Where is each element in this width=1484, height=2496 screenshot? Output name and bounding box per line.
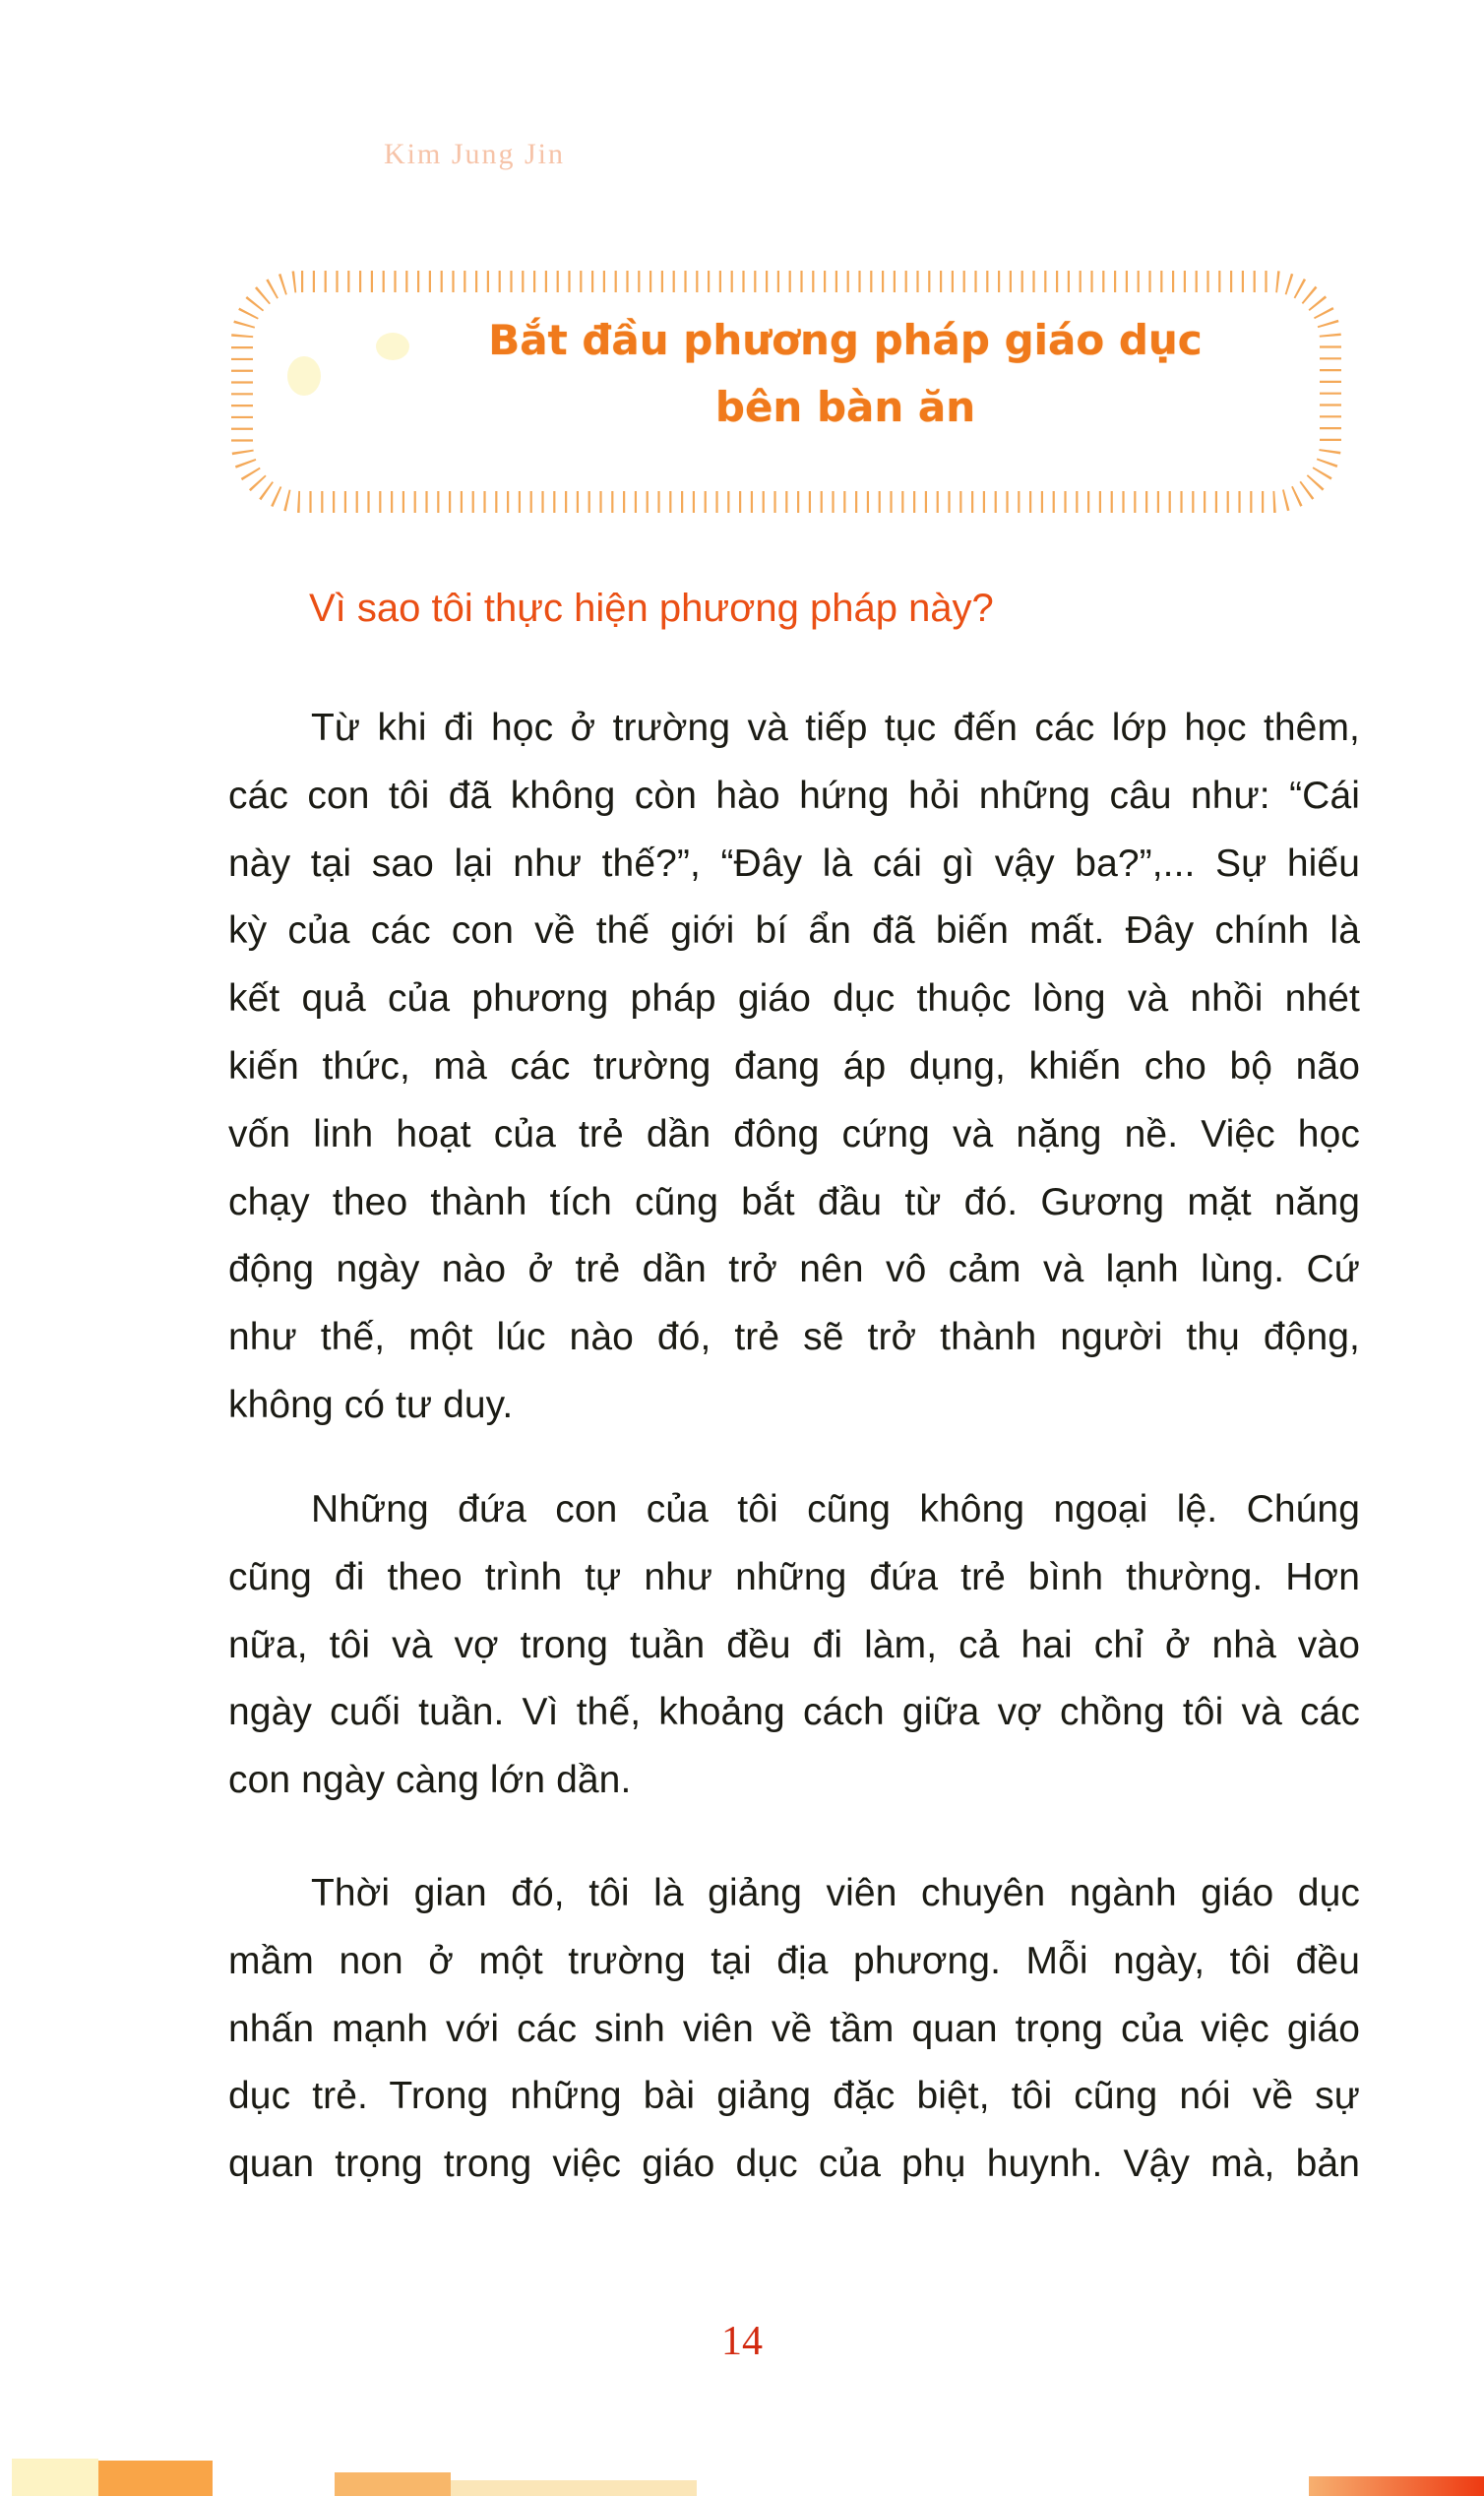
- section-heading: Vì sao tôi thực hiện phương pháp này?: [309, 587, 994, 630]
- text-line: không có tư duy.: [228, 1383, 514, 1426]
- chapter-title-line: Bắt đầu phương pháp giáo dục: [488, 316, 1203, 364]
- text-line: như thế, một lúc nào đó, trẻ sẽ trở thành người thụ động,: [228, 1316, 1360, 1359]
- chapter-title-box: [228, 268, 1344, 516]
- text-line: nhấn mạnh với các sinh viên về tầm quan trọng của việc giáo: [228, 2007, 1360, 2050]
- text-line: dục trẻ. Trong những bài giảng đặc biệt, tôi cũng nói về sự: [228, 2075, 1360, 2118]
- text-line: cũng đi theo trình tự như những đứa trẻ bình thường. Hơn: [228, 1555, 1360, 1598]
- text-line: kỳ của các con về thế giới bí ẩn đã biến mất. Đây chính là: [228, 909, 1360, 953]
- text-line: Những đứa con của tôi cũng không ngoại lệ. Chúng: [311, 1488, 1360, 1530]
- text-line: này tại sao lại như thế?”, “Đây là cái gì vậy ba?”,... Sự hiếu: [228, 842, 1360, 885]
- paragraph: [228, 695, 1360, 1440]
- text-line: chạy theo thành tích cũng bắt đầu từ đó. Gương mặt năng: [228, 1180, 1360, 1223]
- color-block: [1309, 2476, 1484, 2496]
- color-block: [451, 2480, 697, 2496]
- text-line: ngày cuối tuần. Vì thế, khoảng cách giữa vợ chồng tôi và các: [228, 1691, 1360, 1734]
- text-line: nữa, tôi và vợ trong tuần đều đi làm, cả hai chỉ ở nhà vào: [228, 1623, 1360, 1666]
- text-line: mầm non ở một trường tại địa phương. Mỗi ngày, tôi đều: [228, 1939, 1360, 1982]
- text-line: Từ khi đi học ở trường và tiếp tục đến các lớp học thêm,: [311, 707, 1360, 749]
- text-line: động ngày nào ở trẻ dần trở nên vô cảm và lạnh lùng. Cứ: [228, 1248, 1360, 1291]
- running-head-author: Kim Jung Jin: [384, 138, 566, 170]
- bottom-color-strip: [0, 2451, 1484, 2496]
- page-number: 14: [721, 2319, 763, 2364]
- text-line: kiến thức, mà các trường đang áp dụng, khiến cho bộ não: [228, 1044, 1360, 1088]
- paragraph: [228, 1860, 1360, 2199]
- text-line: vốn linh hoạt của trẻ dần đông cứng và nặng nề. Việc học: [228, 1112, 1360, 1155]
- color-block: [12, 2459, 98, 2496]
- text-line: kết quả của phương pháp giáo dục thuộc lòng và nhồi nhét: [228, 977, 1360, 1021]
- text-line: các con tôi đã không còn hào hứng hỏi những câu như: “Cái: [228, 774, 1360, 817]
- text-line: quan trọng trong việc giáo dục của phụ huynh. Vậy mà, bản: [228, 2143, 1360, 2186]
- color-block: [98, 2461, 213, 2496]
- text-line: con ngày càng lớn dần.: [228, 1759, 632, 1802]
- chapter-title: [228, 307, 1344, 441]
- text-line: Thời gian đó, tôi là giảng viên chuyên ngành giáo dục: [311, 1872, 1360, 1914]
- paragraph: [228, 1476, 1360, 1815]
- color-block: [335, 2472, 451, 2496]
- chapter-title-line: bên bàn ăn: [714, 383, 976, 431]
